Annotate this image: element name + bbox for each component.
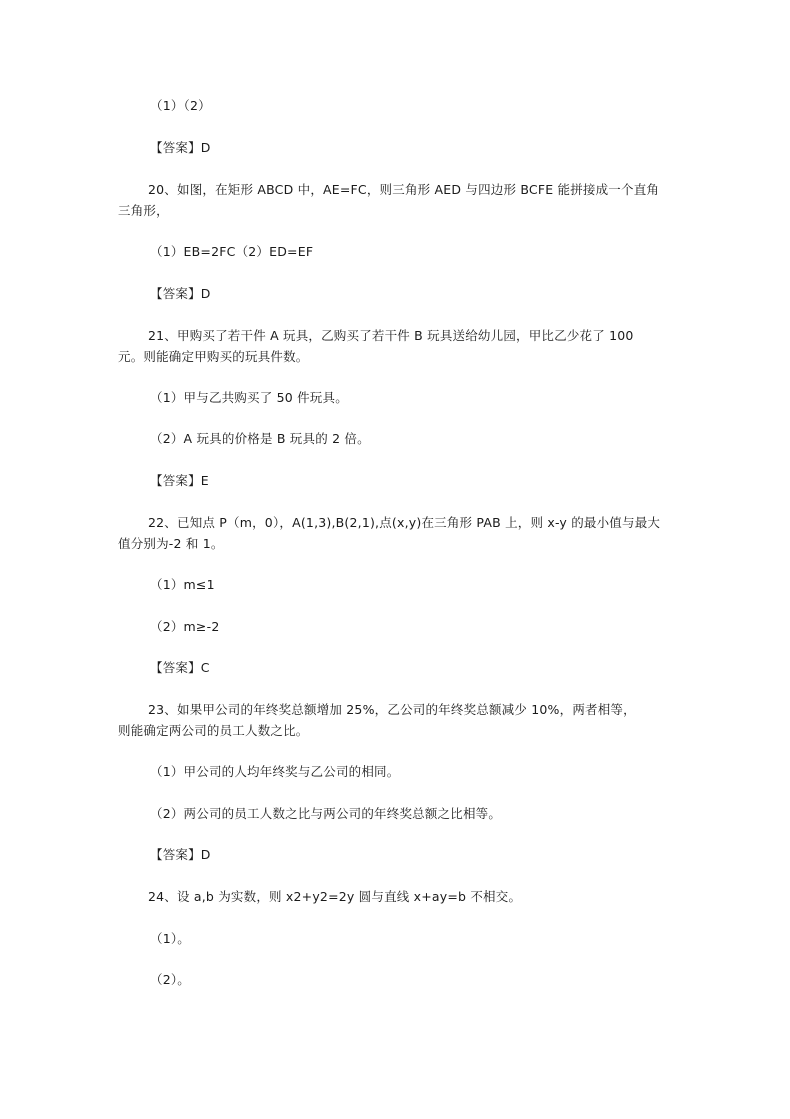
question-20-continued: 三角形， (118, 203, 169, 218)
option-line: （2）。 (150, 972, 191, 987)
question-23: 23、如果甲公司的年终奖总额增加 25%，乙公司的年终奖总额减少 10%，两者相等， (148, 702, 636, 717)
question-21-continued: 元。则能确定甲购买的玩具件数。 (118, 349, 309, 364)
option-line: （1）甲与乙共购买了 50 件玩具。 (150, 390, 348, 405)
option-line: （1）m≤1 (150, 577, 215, 592)
answer-line: 【答案】D (150, 286, 211, 301)
answer-line: 【答案】C (150, 660, 210, 675)
option-line: （2）两公司的员工人数之比与两公司的年终奖总额之比相等。 (150, 806, 502, 821)
question-22: 22、已知点 P（m，0），A(1,3),B(2,1),点(x,y)在三角形 PAB 上，则 x-y 的最小值与最大 (148, 515, 661, 530)
option-line: （1）（2） (150, 98, 211, 113)
question-23-continued: 则能确定两公司的员工人数之比。 (118, 723, 309, 738)
question-21: 21、甲购买了若干件 A 玩具，乙购买了若干件 B 玩具送给幼儿园，甲比乙少花了 100 (148, 328, 634, 343)
option-line: （1）甲公司的人均年终奖与乙公司的相同。 (150, 764, 400, 779)
option-line: （1）EB=2FC（2）ED=EF (150, 244, 314, 259)
answer-line: 【答案】D (150, 140, 211, 155)
answer-line: 【答案】E (150, 473, 209, 488)
question-20: 20、如图，在矩形 ABCD 中，AE=FC，则三角形 AED 与四边形 BCFE 能拼接成一个直角 (148, 182, 660, 197)
answer-line: 【答案】D (150, 847, 211, 862)
question-22-continued: 值分别为-2 和 1。 (118, 536, 224, 551)
option-line: （1）。 (150, 931, 191, 946)
question-24: 24、设 a,b 为实数，则 x2+y2=2y 圆与直线 x+ay=b 不相交。 (148, 889, 522, 904)
option-line: （2）A 玩具的价格是 B 玩具的 2 倍。 (150, 431, 370, 446)
option-line: （2）m≥-2 (150, 619, 220, 634)
